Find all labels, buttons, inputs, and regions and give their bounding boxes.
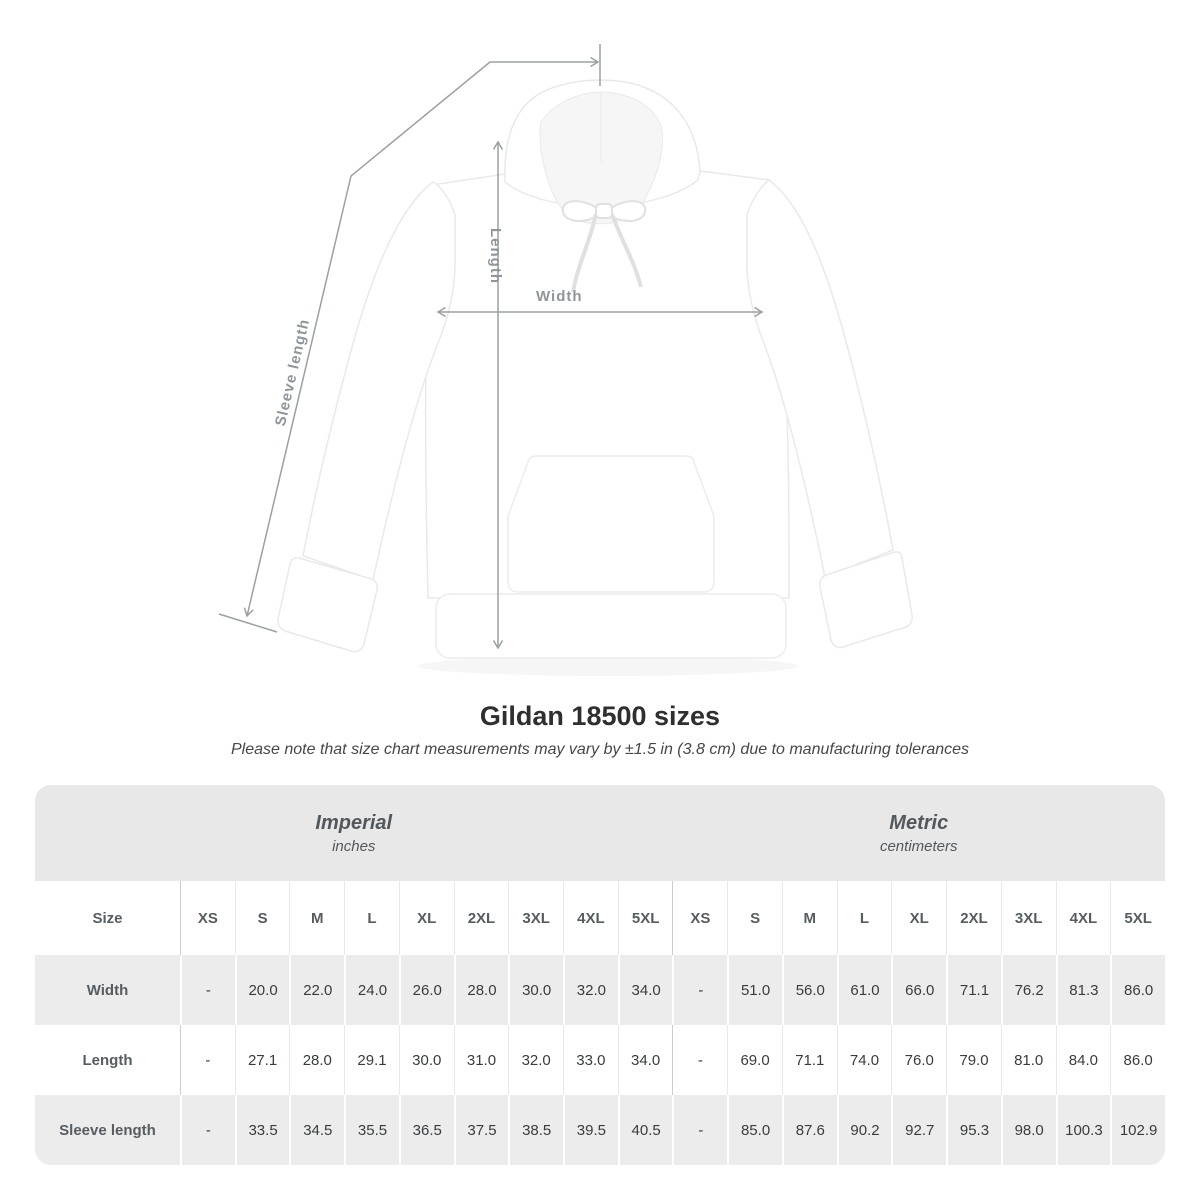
sleeve-metric-cell: 98.0 xyxy=(1001,1095,1056,1165)
sleeve-length-label: Sleeve length xyxy=(272,317,314,428)
length-imperial-cell: 33.0 xyxy=(563,1025,618,1095)
length-imperial-cell: 31.0 xyxy=(454,1025,509,1095)
size-header-metric: L xyxy=(837,881,892,955)
width-imperial-cell: 34.0 xyxy=(618,955,673,1025)
length-imperial-cell: - xyxy=(180,1025,235,1095)
length-metric-cell: 79.0 xyxy=(946,1025,1001,1095)
sleeve-imperial-cell: - xyxy=(180,1095,235,1165)
size-table xyxy=(35,785,1165,1165)
sleeve-imperial-cell: 36.5 xyxy=(399,1095,454,1165)
length-metric-cell: 86.0 xyxy=(1110,1025,1165,1095)
heading xyxy=(0,700,1200,759)
width-imperial-cell: - xyxy=(180,955,235,1025)
length-imperial-cell: 27.1 xyxy=(235,1025,290,1095)
width-metric-cell: 51.0 xyxy=(727,955,782,1025)
length-imperial-cell: 30.0 xyxy=(399,1025,454,1095)
sleeve-metric-cell: 90.2 xyxy=(837,1095,892,1165)
size-header-imperial: 3XL xyxy=(508,881,563,955)
size-header-metric: 2XL xyxy=(946,881,1001,955)
size-header-imperial: 2XL xyxy=(454,881,509,955)
size-header-imperial: 4XL xyxy=(563,881,618,955)
length-imperial-cell: 32.0 xyxy=(508,1025,563,1095)
width-metric-cell: 61.0 xyxy=(837,955,892,1025)
sleeve-metric-cell: 100.3 xyxy=(1056,1095,1111,1165)
width-imperial-cell: 30.0 xyxy=(508,955,563,1025)
sleeve-metric-cell: 102.9 xyxy=(1110,1095,1165,1165)
sleeve-imperial-cell: 37.5 xyxy=(454,1095,509,1165)
size-header-imperial: L xyxy=(344,881,399,955)
imperial-group-header xyxy=(35,785,672,881)
width-metric-cell: 71.1 xyxy=(946,955,1001,1025)
sleeve-imperial-cell: 33.5 xyxy=(235,1095,290,1165)
page-title: Gildan 18500 sizes xyxy=(479,701,721,731)
size-header-metric: 5XL xyxy=(1110,881,1165,955)
metric-unit: centimeters xyxy=(879,837,958,855)
hoodie-shadow xyxy=(418,656,798,676)
width-metric-cell: - xyxy=(672,955,727,1025)
length-metric-cell: 76.0 xyxy=(891,1025,946,1095)
sleeve-imperial-cell: 40.5 xyxy=(618,1095,673,1165)
length-metric-cell: 81.0 xyxy=(1001,1025,1056,1095)
length-metric-cell: 69.0 xyxy=(727,1025,782,1095)
length-imperial-cell: 29.1 xyxy=(344,1025,399,1095)
size-column-header: Size xyxy=(35,881,180,955)
size-header-metric: M xyxy=(782,881,837,955)
width-imperial-cell: 32.0 xyxy=(563,955,618,1025)
width-imperial-cell: 20.0 xyxy=(235,955,290,1025)
width-metric-cell: 86.0 xyxy=(1110,955,1165,1025)
sleeve-metric-cell: 85.0 xyxy=(727,1095,782,1165)
size-header-imperial: 5XL xyxy=(618,881,673,955)
length-metric-cell: 84.0 xyxy=(1056,1025,1111,1095)
width-imperial-cell: 28.0 xyxy=(454,955,509,1025)
metric-label: Metric xyxy=(889,811,949,834)
width-metric-cell: 56.0 xyxy=(782,955,837,1025)
size-header-imperial: M xyxy=(289,881,344,955)
length-metric-cell: 74.0 xyxy=(837,1025,892,1095)
sleeve-imperial-cell: 34.5 xyxy=(289,1095,344,1165)
size-header-imperial: S xyxy=(235,881,290,955)
length-imperial-cell: 34.0 xyxy=(618,1025,673,1095)
sleeve-imperial-cell: 39.5 xyxy=(563,1095,618,1165)
size-header-metric: XS xyxy=(672,881,727,955)
length-imperial-cell: 28.0 xyxy=(289,1025,344,1095)
length-label: Length xyxy=(487,228,504,284)
row-label-width: Width xyxy=(35,955,180,1025)
width-metric-cell: 81.3 xyxy=(1056,955,1111,1025)
size-header-metric: S xyxy=(727,881,782,955)
sleeve-imperial-cell: 35.5 xyxy=(344,1095,399,1165)
sleeve-metric-cell: 92.7 xyxy=(891,1095,946,1165)
imperial-label: Imperial xyxy=(315,811,393,834)
width-metric-cell: 66.0 xyxy=(891,955,946,1025)
imperial-unit: inches xyxy=(332,837,376,855)
size-header-imperial: XL xyxy=(399,881,454,955)
width-imperial-cell: 24.0 xyxy=(344,955,399,1025)
width-metric-cell: 76.2 xyxy=(1001,955,1056,1025)
width-label: Width xyxy=(536,288,583,305)
sleeve-metric-cell: - xyxy=(672,1095,727,1165)
length-metric-cell: - xyxy=(672,1025,727,1095)
metric-group-header xyxy=(672,785,1165,881)
row-label-sleeve-length: Sleeve length xyxy=(35,1095,180,1165)
sleeve-metric-cell: 95.3 xyxy=(946,1095,1001,1165)
sleeve-imperial-cell: 38.5 xyxy=(508,1095,563,1165)
size-header-metric: 4XL xyxy=(1056,881,1111,955)
hoodie-pocket xyxy=(508,456,714,592)
width-imperial-cell: 26.0 xyxy=(399,955,454,1025)
sleeve-metric-cell: 87.6 xyxy=(782,1095,837,1165)
row-label-length: Length xyxy=(35,1025,180,1095)
width-imperial-cell: 22.0 xyxy=(289,955,344,1025)
size-header-metric: 3XL xyxy=(1001,881,1056,955)
size-header-metric: XL xyxy=(891,881,946,955)
length-metric-cell: 71.1 xyxy=(782,1025,837,1095)
hoodie-hem xyxy=(436,594,786,658)
cuff-tick xyxy=(219,614,277,632)
tolerance-note: Please note that size chart measurements may vary by ±1.5 in (3.8 cm) due to manufacturing tolerances xyxy=(230,741,970,758)
size-header-imperial: XS xyxy=(180,881,235,955)
